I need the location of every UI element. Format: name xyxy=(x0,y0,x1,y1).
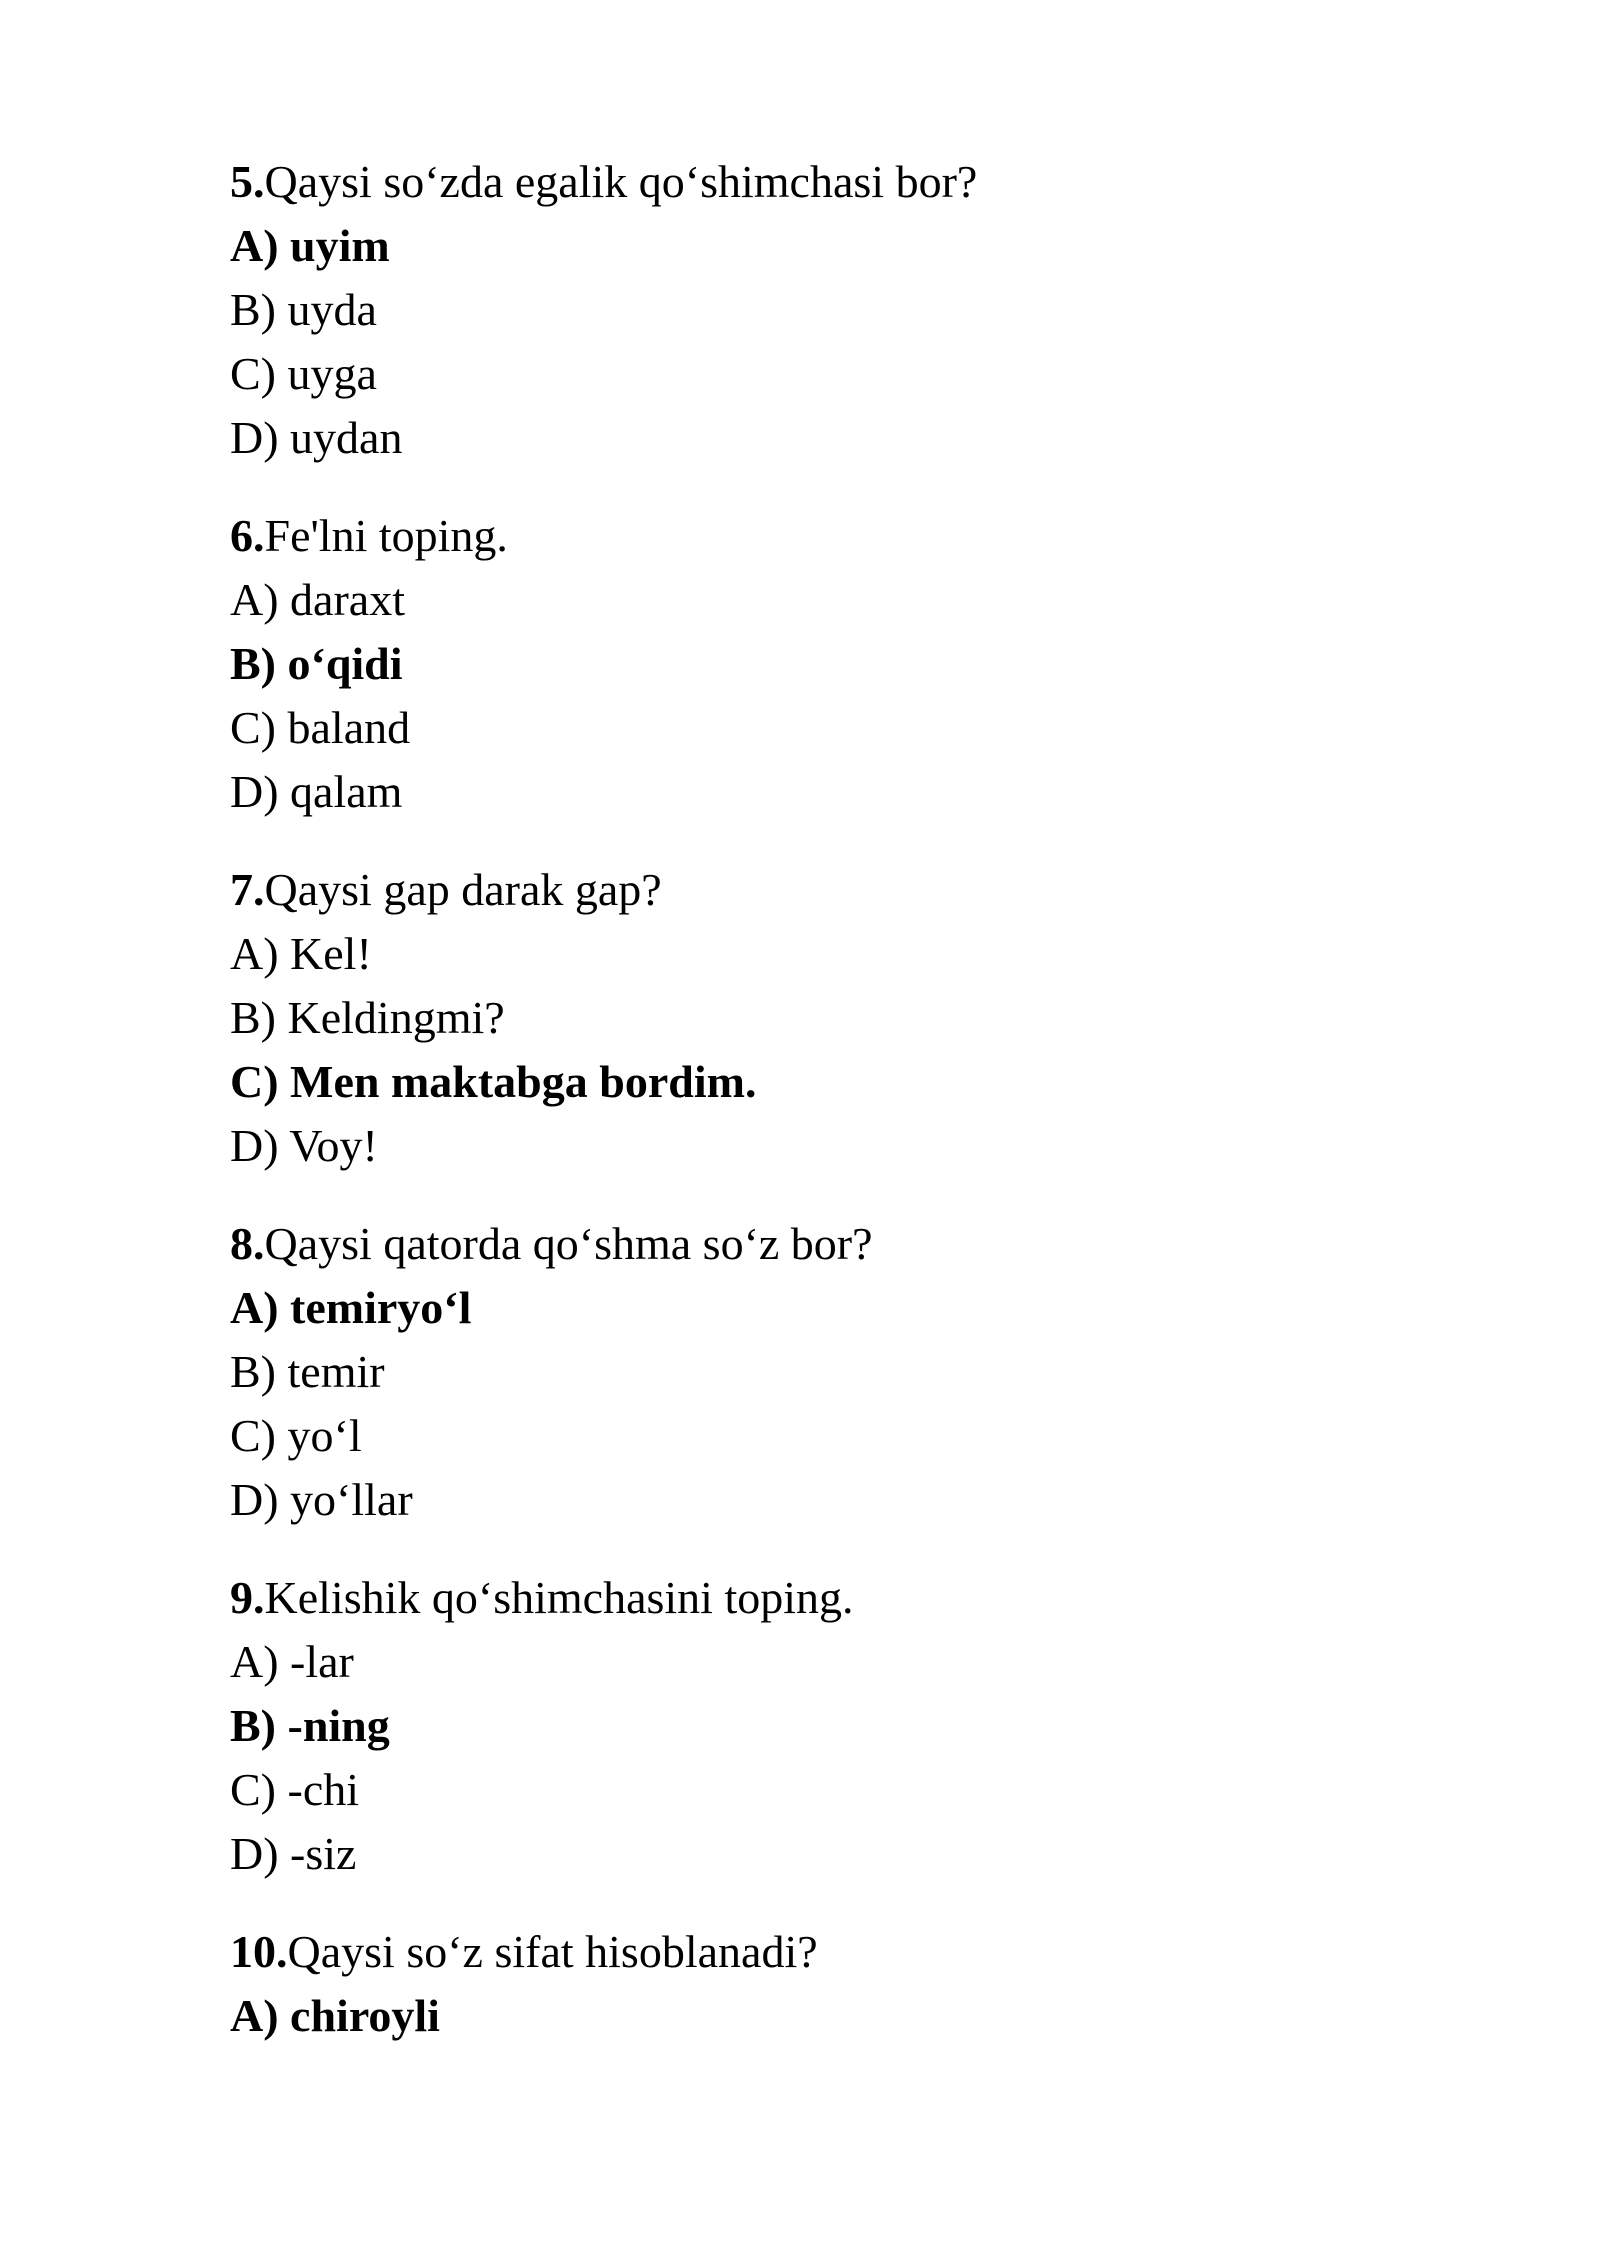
question-text xyxy=(230,858,1430,922)
answer-option: A) -lar xyxy=(230,1636,354,1687)
question-text xyxy=(230,504,1430,568)
answer-option-correct: A) chiroyli xyxy=(230,1990,440,2041)
question-number: 9. xyxy=(230,1572,265,1623)
answer-option: B) temir xyxy=(230,1346,385,1397)
question-prompt: Kelishik qo‘shimchasini toping. xyxy=(264,1572,854,1623)
question-number: 6. xyxy=(230,510,265,561)
question-block xyxy=(230,1920,1430,2048)
question-prompt: Fe'lni toping. xyxy=(264,510,508,561)
question-text xyxy=(230,1212,1430,1276)
question-number: 7. xyxy=(230,864,265,915)
answer-option: C) yo‘l xyxy=(230,1410,362,1461)
answer-option-correct: B) o‘qidi xyxy=(230,638,403,689)
question-text xyxy=(230,150,1430,214)
question-prompt: Qaysi so‘zda egalik qo‘shimchasi bor? xyxy=(264,156,978,207)
question-block xyxy=(230,1566,1430,1886)
quiz-content xyxy=(230,150,1430,2082)
answer-option-correct: B) -ning xyxy=(230,1700,390,1751)
answer-option: D) -siz xyxy=(230,1828,357,1879)
answer-option-correct: A) temiryo‘l xyxy=(230,1282,472,1333)
question-block xyxy=(230,858,1430,1178)
question-number: 5. xyxy=(230,156,265,207)
question-prompt: Qaysi gap darak gap? xyxy=(264,864,662,915)
question-number: 10. xyxy=(230,1926,288,1977)
answer-option: C) baland xyxy=(230,702,411,753)
question-block xyxy=(230,504,1430,824)
question-prompt: Qaysi qatorda qo‘shma so‘z bor? xyxy=(264,1218,873,1269)
answer-option: C) -chi xyxy=(230,1764,360,1815)
question-number: 8. xyxy=(230,1218,265,1269)
answer-option: C) uyga xyxy=(230,348,377,399)
answer-option: D) uydan xyxy=(230,412,403,463)
answer-option-correct: A) uyim xyxy=(230,220,390,271)
answer-option: A) Kel! xyxy=(230,928,372,979)
question-block xyxy=(230,150,1430,470)
answer-option: B) Keldingmi? xyxy=(230,992,505,1043)
answer-option-correct: C) Men maktabga bordim. xyxy=(230,1056,757,1107)
question-prompt: Qaysi so‘z sifat hisoblanadi? xyxy=(287,1926,818,1977)
answer-option: B) uyda xyxy=(230,284,377,335)
answer-option: D) yo‘llar xyxy=(230,1474,413,1525)
question-text xyxy=(230,1920,1430,1984)
answer-option: A) daraxt xyxy=(230,574,405,625)
question-block xyxy=(230,1212,1430,1532)
answer-option: D) qalam xyxy=(230,766,403,817)
question-text xyxy=(230,1566,1430,1630)
answer-option: D) Voy! xyxy=(230,1120,378,1171)
